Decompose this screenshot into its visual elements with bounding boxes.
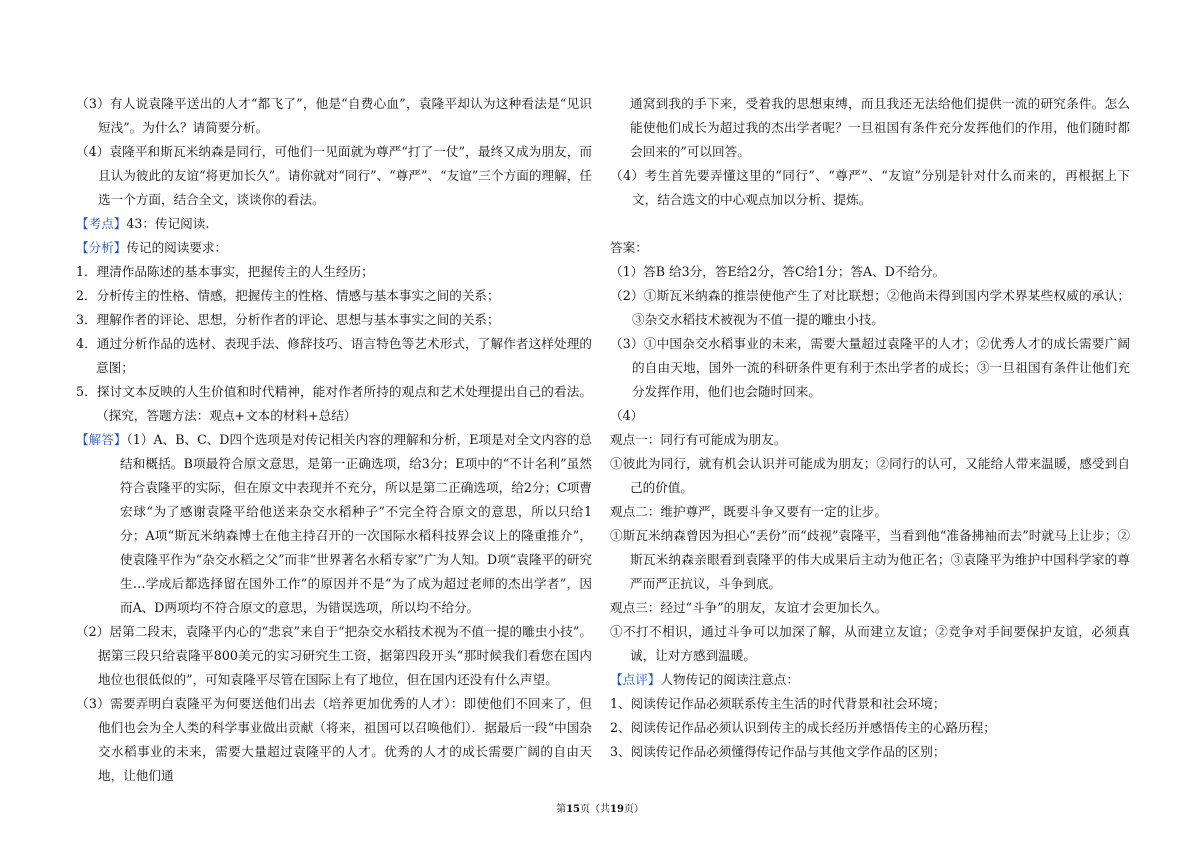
footer-suffix: 页） (623, 804, 644, 815)
jieda-item-2: （2）居第二段末，袁隆平内心的“悲哀”来自于“把杂交水稻技术视为不值一提的雕虫小技”。据第三段只给袁隆平800美元的实习研究生工资，据第四段开头“那时候我们看您在国内地位也很低似的”，可知袁隆平尽管在国际上有了地位，但在国内还没有什么声望。 (76, 624, 592, 687)
fenxi-item-3: 3．理解作者的评论、思想，分析作者的评论、思想与基本事实之间的关系； (76, 312, 500, 327)
kaodian-text: 43：传记阅读. (126, 216, 210, 231)
question-3: （3）有人说袁隆平送出的人才“都飞了”，他是“自费心血”，袁隆平却认为这种看法是“见识短浅”。为什么？请简要分析。 (76, 96, 592, 135)
view-3-body: ①不打不相识，通过斗争可以加深了解，从而建立友谊；②竞争对手间要保护友谊，必须真诚，让对方感到温暖。 (610, 624, 1130, 663)
answer-4-label: （4） (610, 408, 644, 423)
jieda-item-3: （3）需要弄明白袁隆平为何要送他们出去（培养更加优秀的人才）：即使他们不回来了，但他们也会为全人类的科学事业做出贡献（将来，祖国可以召唤他们）．据最后一段“中国杂交水稻事业的未来，需要大量超过袁隆平的人才。优秀的人才的成长需要广阔的自由天地，让他们通 (76, 696, 592, 783)
fenxi-tag: 【分析】 (76, 240, 127, 255)
view-1-body: ①彼此为同行，就有机会认识并可能成为朋友；②同行的认可，又能给人带来温暖，感受到自己的价值。 (610, 456, 1130, 495)
fenxi-line (76, 236, 592, 260)
kaodian-tag: 【考点】 (76, 216, 127, 231)
fenxi-item-4: 4．通过分析作品的选材、表现手法、修辞技巧、语言特色等艺术形式，了解作者这样处理的意图； (76, 336, 592, 375)
fenxi-item-2: 2．分析传主的性格、情感，把握传主的性格、情感与基本事实之间的关系； (76, 288, 500, 303)
dianping-item-1: 1、阅读传记作品必须联系传主生活的时代背景和社会环境； (610, 696, 946, 711)
left-column (76, 92, 592, 788)
footer-prefix: 第 (556, 804, 567, 815)
right-column (610, 92, 1130, 764)
footer-total-pages: 19 (610, 804, 624, 815)
dianping-text: 人物传记的阅读注意点： (660, 672, 799, 687)
view-3-title: 观点三：经过“斗争”的朋友，友谊才会更加长久。 (610, 600, 888, 615)
spacer (610, 212, 1130, 236)
jieda-item-3-continued: 通窝到我的手下来，受着我的思想束缚，而且我还无法给他们提供一流的研究条件。怎么能使他们成长为超过我的杰出学者呢？一旦祖国有条件充分发挥他们的作用，他们随时都会回来的”可以回答。 (630, 96, 1130, 159)
jieda-tag: 【解答】 (76, 432, 127, 447)
fenxi-item-5: 5．探讨文本反映的人生价值和时代精神，能对作者所持的观点和艺术处理提出自己的看法。（探究，答题方法：观点+文本的材料+总结） (76, 384, 592, 423)
view-1-title: 观点一：同行有可能成为朋友。 (610, 432, 787, 447)
jieda-text-1: （1）A、B、C、D四个选项是对传记相关内容的理解和分析，E项是对全文内容的总结和概括。B项最符合原文意思，是第一正确选项，给3分；E项中的“不计名利”虽然符合袁隆平的实际，但在原文中表现并不充分，所以是第二正确选项，给2分；C项曹宏球“为了感谢袁隆平给他送来杂交水稻种子”不完全符合原文的意思，所以只给1分；A项“斯瓦米纳森博士在他主持召开的一次国际水稻科技界会议上的隆重推介”，使袁隆平作为“杂交水稻之父”而非“世界著名水稻专家”广为人知。D项“袁隆平的研究生…学成后都选择留在国外工作”的原因并不是“为了成为超过老师的杰出学者”，因而A、D两项均不符合原文的意思，为错误选项，所以均不给分。 (120, 432, 592, 615)
dianping-item-2: 2、阅读传记作品必须认识到传主的成长经历并感悟传主的心路历程； (610, 720, 996, 735)
question-4: （4）袁隆平和斯瓦米纳森是同行，可他们一见面就为尊严“打了一仗”，最终又成为朋友，而且认为彼此的友谊“将更加长久”。请你就对“同行”、“尊严”、“友谊”三个方面的理解，任选一个方面，结合全文，谈谈你的看法。 (76, 144, 592, 207)
kaodian-line (76, 212, 592, 236)
jieda-item-4: （4）考生首先要弄懂这里的“同行”、“尊严”、“友谊”分别是针对什么而来的，再根据上下文，结合选文的中心观点加以分析、提炼。 (610, 168, 1130, 207)
answer-2: （2）①斯瓦米纳森的推崇使他产生了对比联想；②他尚未得到国内学术界某些权威的承认；③杂交水稻技术被视为不值一提的雕虫小技。 (610, 288, 1130, 327)
fenxi-text: 传记的阅读要求： (126, 240, 228, 255)
jieda-line-1 (76, 428, 592, 620)
dianping-item-3: 3、阅读传记作品必须懂得传记作品与其他文学作品的区别； (610, 744, 946, 759)
answer-1: （1）答B 给3分，答E给2分，答C给1分；答A、D不给分。 (610, 264, 946, 279)
view-2-body: ①斯瓦米纳森曾因为担心“丢份”而“歧视”袁隆平，当看到他“准备拂袖而去”时就马上让步；②斯瓦米纳森亲眼看到袁隆平的伟大成果后主动为他正名；③袁隆平为维护中国科学家的尊严而严正抗议，斗争到底。 (610, 528, 1130, 591)
answer-3: （3）①中国杂交水稻事业的未来，需要大量超过袁隆平的人才；②优秀人才的成长需要广阔的自由天地，国外一流的科研条件更有利于杰出学者的成长；③一旦祖国有条件让他们充分发挥作用，他们也会随时回来。 (610, 336, 1130, 399)
footer-page-number: 15 (566, 804, 580, 815)
view-2-title: 观点二：维护尊严，既要斗争又要有一定的让步。 (610, 504, 888, 519)
answer-label: 答案： (610, 240, 648, 255)
footer-mid: 页（共 (580, 804, 610, 815)
dianping-tag: 【点评】 (610, 672, 661, 687)
fenxi-item-1: 1．理清作品陈述的基本事实，把握传主的人生经历； (76, 264, 374, 279)
dianping-line (610, 668, 1130, 692)
page-footer (0, 800, 1200, 815)
